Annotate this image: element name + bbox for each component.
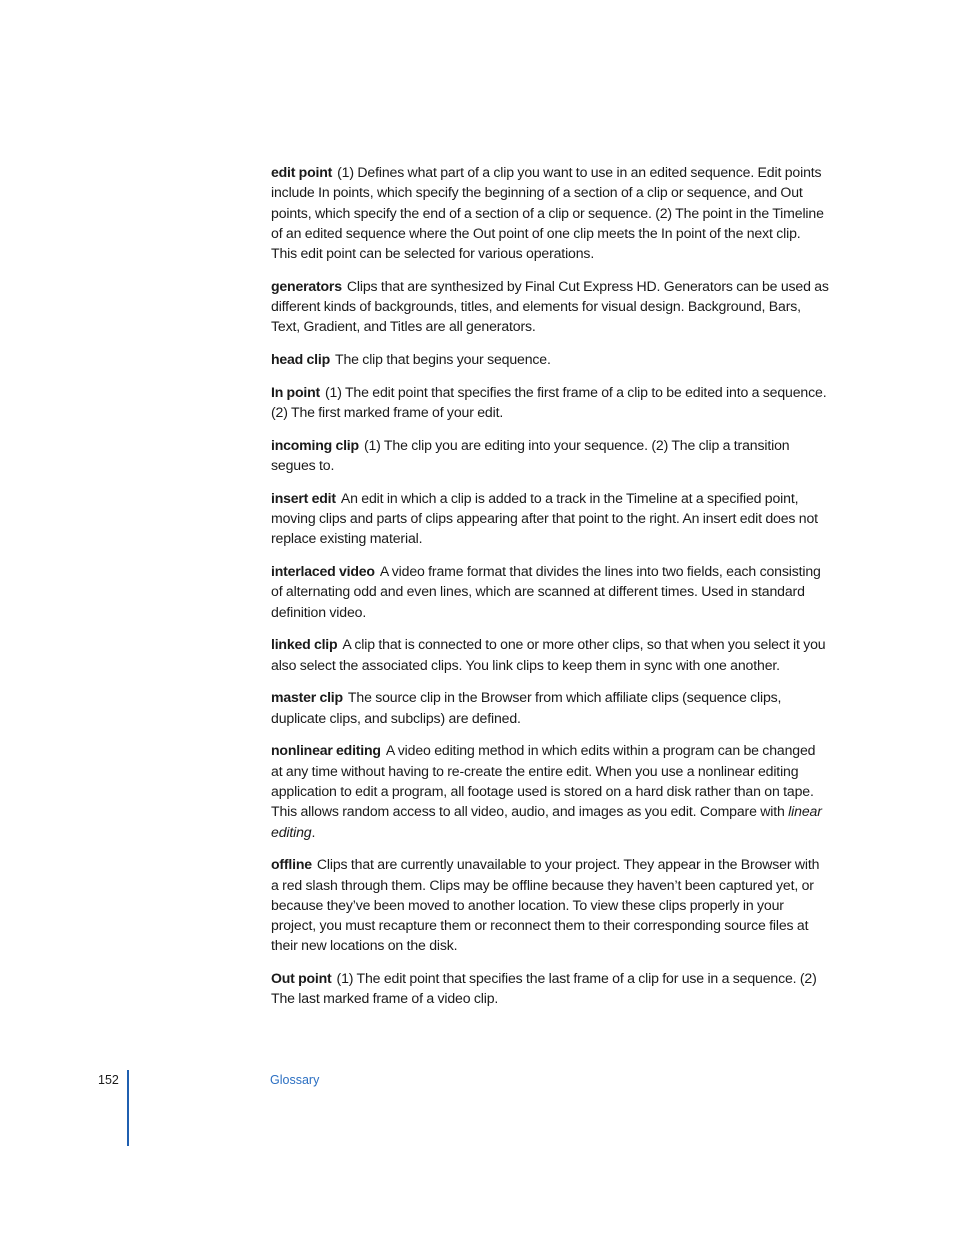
glossary-body — [271, 162, 829, 1021]
definition: Clips that are currently unavailable to your project. They appear in the Browser with a red slash through them. Clips may be offline because they haven’t been captured yet, or because they’ve been moved to another location. To view these clips properly in your project, you must recapture them or reconnect them to their corresponding source files at their new locations on the disk. — [271, 856, 820, 954]
glossary-entry-interlaced-video — [271, 561, 829, 622]
definition: (1) The edit point that specifies the first frame of a clip to be edited into a sequence. (2) The first marked frame of your edit. — [271, 383, 827, 421]
page-number: 152 — [98, 1073, 119, 1087]
definition-end: . — [311, 823, 316, 840]
term: head clip — [271, 351, 330, 368]
definition: (1) Defines what part of a clip you want to use in an edited sequence. Edit points include In points, which specify the beginning of a section of a clip or sequence, and Out points, which specify the end of a section of a clip or sequence. (2) The point in the Timeline of an edited sequence where the Out point of one clip meets the In point of the next clip. This edit point can be selected for various operations. — [271, 164, 824, 262]
definition: A video editing method in which edits within a program can be changed at any time without having to re-create the entire edit. When you use a nonlinear editing application to edit a program, all footage used is stored on a hard disk rather than on tape. This allows random access to all video, audio, and images as you edit. Compare with — [271, 742, 816, 820]
glossary-entry-offline — [271, 854, 829, 955]
term: incoming clip — [271, 436, 359, 453]
definition: (1) The clip you are editing into your sequence. (2) The clip a transition segues to. — [271, 436, 790, 474]
definition: A clip that is connected to one or more other clips, so that when you select it you also select the associated clips. You link clips to keep them in sync with one another. — [271, 636, 826, 673]
glossary-entry-edit-point — [271, 162, 829, 263]
definition: (1) The edit point that specifies the last frame of a clip for use in a sequence. (2) The last marked frame of a video clip. — [271, 970, 817, 1007]
glossary-entry-nonlinear-editing — [271, 740, 829, 841]
term: interlaced video — [271, 563, 375, 580]
term: generators — [271, 277, 342, 294]
glossary-entry-incoming-clip — [271, 435, 829, 476]
definition: A video frame format that divides the lines into two fields, each consisting of alternating odd and even lines, which are scanned at different times. Used in standard definition video. — [271, 563, 821, 620]
section-title: Glossary — [270, 1073, 320, 1087]
definition: Clips that are synthesized by Final Cut Express HD. Generators can be used as different kinds of backgrounds, titles, and elements for visual design. Background, Bars, Text, Gradient, and Titles are all generators. — [271, 277, 829, 335]
term: edit point — [271, 164, 333, 180]
term: Out point — [271, 970, 332, 987]
glossary-entry-head-clip — [271, 349, 829, 369]
cross-reference: linear editing — [271, 803, 822, 840]
glossary-entry-linked-clip — [271, 634, 829, 675]
term: In point — [271, 383, 320, 400]
term: master clip — [271, 689, 343, 706]
footer-divider — [127, 1070, 129, 1146]
glossary-entry-master-clip — [271, 687, 829, 728]
definition: An edit in which a clip is added to a track in the Timeline at a specified point, moving clips and parts of clips appearing after that point to the right. An insert edit does not replace existing material. — [271, 489, 818, 547]
term: linked clip — [271, 636, 338, 653]
glossary-entry-out-point — [271, 968, 829, 1009]
term: nonlinear editing — [271, 742, 381, 759]
definition: The clip that begins your sequence. — [335, 351, 551, 368]
term: offline — [271, 856, 312, 873]
definition: The source clip in the Browser from which affiliate clips (sequence clips, duplicate clips, and subclips) are defined. — [271, 689, 782, 726]
term: insert edit — [271, 489, 336, 506]
glossary-entry-insert-edit — [271, 488, 829, 549]
glossary-entry-generators — [271, 276, 829, 337]
glossary-entry-in-point — [271, 382, 829, 423]
